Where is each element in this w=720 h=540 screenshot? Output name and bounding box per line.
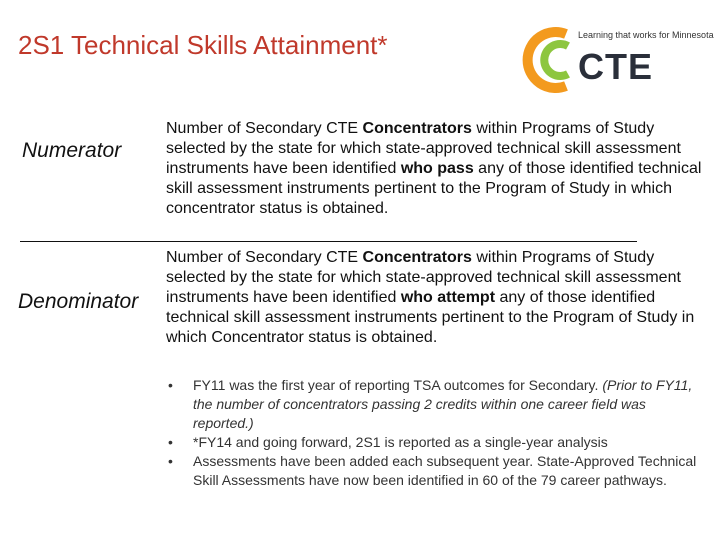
note-text: *FY14 and going forward, 2S1 is reported as a single-year analysis: [193, 434, 608, 450]
note-text: FY11 was the first year of reporting TSA outcomes for Secondary.: [193, 377, 603, 393]
notes-list: [160, 376, 710, 490]
fraction-divider: [20, 241, 637, 242]
note-item: [160, 376, 710, 433]
numerator-text-part: any of those identified technical skill assessment instruments pertinent to the Program of Study in which concentrator status is obtained.: [166, 160, 702, 217]
note-item: [160, 452, 710, 490]
numerator-text-emphasis: Concentrators: [362, 120, 472, 137]
numerator-label: Numerator: [22, 139, 122, 162]
bullet-icon: •: [168, 434, 173, 450]
numerator-text-part: within Programs of Study selected by the state for which state-approved technical skill assessment instruments have been identified: [166, 120, 681, 177]
denominator-text-part: any of those identified technical skill assessment instruments pertinent to the Program of Study in which Concentrator status is obtained.: [166, 289, 695, 346]
note-item: [160, 433, 710, 452]
numerator-text-part: Number of Secondary CTE: [166, 120, 363, 137]
numerator-text-emphasis: who pass: [400, 160, 474, 177]
cte-logo: [518, 24, 718, 96]
denominator-text-part: within Programs of Study selected by the state for which state-approved technical skill assessment instruments have been identified: [166, 249, 681, 306]
page-title: 2S1 Technical Skills Attainment*: [18, 30, 388, 60]
denominator-label: Denominator: [18, 290, 139, 313]
numerator-text: [166, 119, 711, 219]
note-italic-text: (Prior to FY11, the number of concentrators passing 2 credits within one career field was reported.): [193, 377, 693, 431]
bullet-icon: •: [168, 377, 173, 393]
bullet-icon: •: [168, 453, 173, 469]
logo-tagline: Learning that works for Minnesota: [578, 30, 714, 40]
denominator-text-emphasis: who attempt: [400, 289, 496, 306]
denominator-text-part: Number of Secondary CTE: [166, 249, 363, 266]
logo-wordmark: CTE: [578, 46, 653, 87]
denominator-text: [166, 248, 711, 348]
cte-logo-arc-icon: [518, 24, 578, 96]
denominator-text-emphasis: Concentrators: [362, 249, 472, 266]
note-text: Assessments have been added each subsequent year. State-Approved Technical Skill Assessments have now been identified in 60 of the 79 career pathways.: [193, 453, 697, 488]
